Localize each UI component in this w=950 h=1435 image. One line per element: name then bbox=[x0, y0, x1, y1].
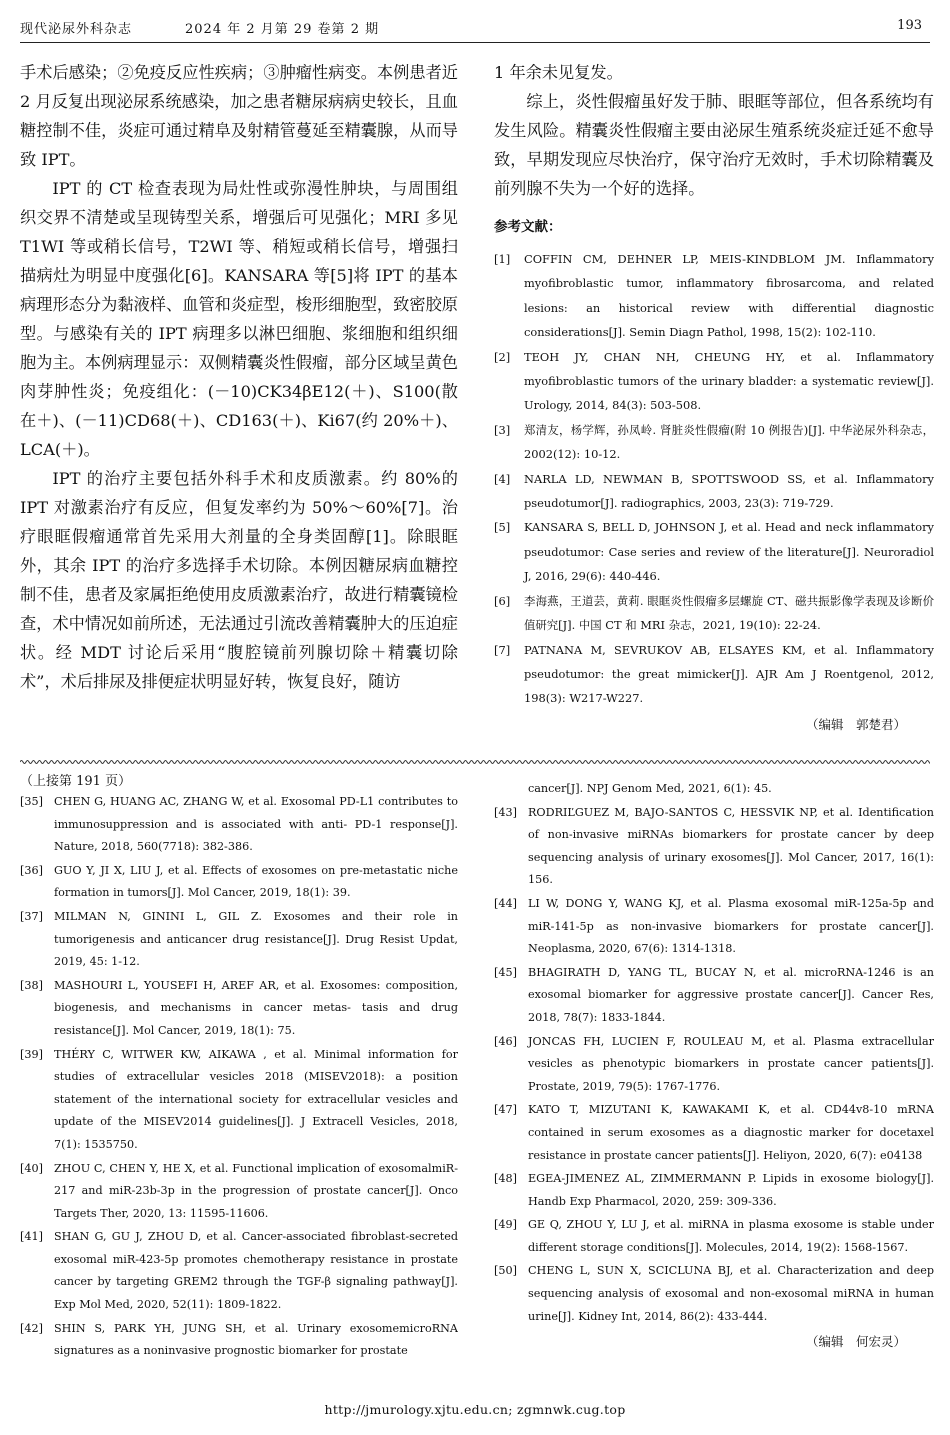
wavy-divider bbox=[20, 757, 930, 767]
reference-number: [3] bbox=[494, 422, 511, 437]
reference-text: 郑清友，杨学辉，孙凤岭. 肾脏炎性假瘤(附 10 例报告)[J]. 中华泌尿外科杂志，2002(12): 10-12. bbox=[524, 422, 934, 462]
reference-text: PATNANA M, SEVRUKOV AB, ELSAYES KM, et al. Inflammatory pseudotumor: the great mimicker[J]. AJR Am J Roentgenol, 2012, 198(3): W217-W227. bbox=[524, 642, 934, 706]
reference-number: [39] bbox=[20, 1047, 43, 1061]
editor-credit: （编辑 郭楚君） bbox=[805, 716, 906, 732]
left-body-column bbox=[20, 58, 458, 758]
reference-item bbox=[494, 638, 934, 711]
reference-number: [1] bbox=[494, 252, 511, 266]
reference-number: [40] bbox=[20, 1161, 43, 1175]
reference-text: SHAN G, GU J, ZHOU D, et al. Cancer-associated fibroblast-secreted exosomal miR-423-5p promotes chemotherapy resistance in prostate cancer by targeting GREM2 through the TGF-β signaling pathway[J]. Exp Mol Med, 2020, 52(11): 1809-1822. bbox=[54, 1230, 458, 1312]
right-body-column bbox=[494, 58, 934, 758]
reference-item bbox=[494, 247, 934, 345]
editor-credit: （编辑 何宏灵） bbox=[805, 1334, 906, 1350]
body-paragraph: 1 年余未见复发。 bbox=[494, 63, 623, 82]
journal-title: 现代泌尿外科杂志 bbox=[20, 22, 133, 37]
reference-item bbox=[20, 1318, 458, 1363]
reference-number: [50] bbox=[494, 1264, 517, 1278]
reference-text: KATO T, MIZUTANI K, KAWAKAMI K, et al. CD44v8-10 mRNA contained in serum exosomes as a diagnostic marker for docetaxel resistance in prostate cancer patients[J]. Heliyon, 2020, 6(7): e04138 bbox=[528, 1103, 934, 1162]
body-paragraph: IPT 的 CT 检查表现为局灶性或弥漫性肿块，与周围组织交界不清楚或呈现铸型关系，增强后可见强化；MRI 多见 T1WI 等或稍长信号，T2WI 等、稍短或稍长信号，增强扫描病灶为明显中度强化[6]。KANSARA 等[5]将 IPT 的基本病理形态分为黏液样、血管和炎症型，梭形细胞型，致密胶原型。与感染有关的 IPT 病理多以淋巴细胞、浆细胞和组织细胞为主。本例病理显示：双侧精囊炎性假瘤，部分区域呈黄色肉芽肿性炎；免疫组化：(－10)CK34βE12(＋)、S100(散在＋)、(－11)CD68(＋)、CD163(＋)、Ki67(约 20%＋)、LCA(＋)。 bbox=[20, 179, 458, 459]
reference-item bbox=[494, 1099, 934, 1167]
body-paragraph: IPT 的治疗主要包括外科手术和皮质激素。约 80%的 IPT 对激素治疗有反应，但复发率约为 50%～60%[7]。治疗眼眶假瘤通常首先采用大剂量的全身类固醇[1]。除眼眶外，其余 IPT 的治疗多选择手术切除。本例因糖尿病血糖控制不佳，患者及家属拒绝使用皮质激素治疗，故进行精囊镜检查，术中情况如前所述，无法通过引流改善精囊肿大的压迫症状。经 MDT 讨论后采用“腹腔镜前列腺切除＋精囊切除术”，术后排尿及排便症状明显好转，恢复良好，随访 bbox=[20, 469, 458, 691]
reference-item bbox=[20, 860, 458, 905]
reference-text: NARLA LD, NEWMAN B, SPOTTSWOOD SS, et al. Inflammatory pseudotumor[J]. radiographics, 2003, 23(3): 719-729. bbox=[524, 471, 934, 511]
reference-text: LI W, DONG Y, WANG KJ, et al. Plasma exosomal miR-125a-5p and miR-141-5p as non-invasive biomarkers for prostate cancer[J]. Neoplasma, 2020, 67(6): 1314-1318. bbox=[528, 896, 934, 956]
continued-label: （上接第 191 页） bbox=[20, 774, 132, 789]
reference-text: MASHOURI L, YOUSEFI H, AREF AR, et al. Exosomes: composition, biogenesis, and mechanisms in cancer metas- tasis and drug resistance[J]. Mol Cancer, 2019, 18(1): 75. bbox=[54, 978, 458, 1037]
reference-text: JONCAS FH, LUCIEN F, ROULEAU M, et al. Plasma extracellular vesicles as phenotypic biomarkers in prostate cancer patients[J]. Prostate, 2019, 79(5): 1767-1776. bbox=[528, 1034, 934, 1093]
reference-item bbox=[494, 1168, 934, 1213]
issue-info: 2024 年 2 月第 29 卷第 2 期 bbox=[185, 22, 380, 37]
reference-number: [37] bbox=[20, 909, 43, 923]
reference-text: MILMAN N, GININI L, GIL Z. Exosomes and their role in tumorigenesis and anticancer drug resistance[J]. Drug Resist Updat, 2019, 45: 1-12. bbox=[54, 909, 458, 969]
reference-item bbox=[494, 467, 934, 516]
reference-item bbox=[20, 1226, 458, 1316]
body-paragraph: 手术后感染；②免疫反应性疾病；③肿瘤性病变。本例患者近 2 月反复出现泌尿系统感染，加之患者糖尿病病史较长，且血糖控制不佳，炎症可通过精阜及射精管蔓延至精囊腺，从而导致 IPT。 bbox=[20, 63, 458, 169]
reference-item bbox=[494, 1214, 934, 1259]
reference-number: [5] bbox=[494, 520, 511, 535]
reference-number: [36] bbox=[20, 863, 43, 877]
reference-text: GUO Y, JI X, LIU J, et al. Effects of exosomes on pre-metastatic niche formation in tumors[J]. Mol Cancer, 2019, 18(1): 39. bbox=[54, 863, 458, 900]
reference-number: [35] bbox=[20, 795, 43, 808]
reference-number: [48] bbox=[494, 1172, 517, 1186]
reference-text: EGEA-JIMENEZ AL, ZIMMERMANN P. Lipids in exosome biology[J]. Handb Exp Pharmacol, 2020, 259: 309-336. bbox=[528, 1172, 934, 1208]
reference-number: [46] bbox=[494, 1034, 517, 1048]
reference-text: cancer[J]. NPJ Genom Med, 2021, 6(1): 45. bbox=[528, 782, 772, 795]
reference-item bbox=[494, 962, 934, 1030]
reference-text: GE Q, ZHOU Y, LU J, et al. miRNA in plasma exosome is stable under different storage conditions[J]. Molecules, 2014, 19(2): 1568-1567. bbox=[528, 1218, 934, 1254]
reference-list bbox=[494, 247, 934, 711]
continued-reference-list-left bbox=[20, 791, 458, 1363]
reference-number: [47] bbox=[494, 1103, 517, 1117]
reference-item bbox=[494, 515, 934, 588]
reference-number: [44] bbox=[494, 896, 517, 910]
reference-text: CHENG L, SUN X, SCICLUNA BJ, et al. Characterization and deep sequencing analysis of exosomal and non-exosomal miRNA in human urine[J]. Kidney Int, 2014, 86(2): 433-444. bbox=[528, 1264, 934, 1323]
reference-number: [4] bbox=[494, 471, 511, 486]
reference-text: BHAGIRATH D, YANG TL, BUCAY N, et al. microRNA-1246 is an exosomal biomarker for aggressive prostate cancer[J]. Cancer Res, 2018, 78(7): 1833-1844. bbox=[528, 965, 934, 1024]
reference-item bbox=[494, 778, 934, 801]
reference-number: [2] bbox=[494, 349, 511, 364]
reference-item bbox=[20, 1044, 458, 1157]
continued-right-column bbox=[494, 778, 934, 1392]
reference-number: [41] bbox=[20, 1230, 43, 1244]
reference-text: RODRIĽGUEZ M, BAJO-SANTOS C, HESSVIK NP, et al. Identification of non-invasive miRNAs biomarkers for prostate cancer by deep sequencing analysis of urinary exosomes[J]. Mol Cancer, 2017, 16(1): 156. bbox=[528, 805, 934, 887]
reference-number: [6] bbox=[494, 593, 511, 608]
continued-left-column bbox=[20, 770, 458, 1392]
reference-text: ZHOU C, CHEN Y, HE X, et al. Functional implication of exosomalmiR-217 and miR-23b-3p in the progression of prostate cancer[J]. Onco Targets Ther, 2020, 13: 11595-11606. bbox=[54, 1161, 458, 1220]
reference-item bbox=[494, 893, 934, 961]
reference-item bbox=[494, 345, 934, 418]
reference-text: THÉRY C, WITWER KW, AIKAWA , et al. Minimal information for studies of extracellular vesicles 2018 (MISEV2018): a position statement of the international society for extracellular vesicles and update of the MISEV2014 guidelines[J]. J Extracell Vesicles, 2018, 7(1): 1535750. bbox=[54, 1047, 458, 1151]
reference-text: TEOH JY, CHAN NH, CHEUNG HY, et al. Inflammatory myofibroblastic tumors of the urinary bladder: a systematic review[J]. Urology, 2014, 84(3): 503-508. bbox=[524, 349, 934, 413]
reference-item bbox=[494, 802, 934, 892]
reference-number: [38] bbox=[20, 978, 43, 992]
page-footer: http://jmurology.xjtu.edu.cn; zgmnwk.cug.top bbox=[324, 1402, 626, 1417]
reference-text: CHEN G, HUANG AC, ZHANG W, et al. Exosomal PD-L1 contributes to immunosuppression and is associated with anti- PD-1 response[J]. Nature, 2018, 560(7718): 382-386. bbox=[54, 795, 458, 854]
reference-item bbox=[494, 1260, 934, 1328]
page-header bbox=[20, 14, 930, 43]
reference-item bbox=[20, 1158, 458, 1226]
page-number: 193 bbox=[897, 18, 922, 33]
reference-number: [43] bbox=[494, 805, 517, 819]
references-heading: 参考文献： bbox=[494, 219, 562, 235]
reference-item bbox=[20, 791, 458, 859]
body-paragraph: 综上，炎性假瘤虽好发于肺、眼眶等部位，但各系统均有发生风险。精囊炎性假瘤主要由泌尿生殖系统炎症迁延不愈导致，早期发现应尽快治疗，保守治疗无效时，手术切除精囊及前列腺不失为一个好的选择。 bbox=[494, 92, 934, 198]
continued-reference-list-right bbox=[494, 802, 934, 1329]
reference-number: [45] bbox=[494, 965, 517, 979]
reference-text: KANSARA S, BELL D, JOHNSON J, et al. Head and neck inflammatory pseudotumor: Case series and review of the literature[J]. Neuroradiol J, 2016, 29(6): 440-446. bbox=[524, 520, 934, 584]
reference-text: SHIN S, PARK YH, JUNG SH, et al. Urinary exosomemicroRNA signatures as a noninvasive prognostic biomarker for prostate bbox=[54, 1321, 458, 1358]
reference-text: 李海燕，王道芸，黄莉. 眼眶炎性假瘤多层螺旋 CT、磁共振影像学表现及诊断价值研究[J]. 中国 CT 和 MRI 杂志，2021, 19(10): 22-24. bbox=[524, 593, 934, 633]
reference-number: [42] bbox=[20, 1321, 43, 1335]
reference-text: COFFIN CM, DEHNER LP, MEIS-KINDBLOM JM. Inflammatory myofibroblastic tumor, inflammatory fibrosarcoma, and related lesions: an historical review with differential diagnostic considerations[J]. Semin Diagn Pathol, 1998, 15(2): 102-110. bbox=[524, 252, 934, 340]
reference-item bbox=[20, 906, 458, 974]
reference-number: [49] bbox=[494, 1218, 517, 1232]
reference-number: [7] bbox=[494, 642, 511, 657]
reference-item bbox=[20, 975, 458, 1043]
reference-item bbox=[494, 418, 934, 467]
reference-item bbox=[494, 589, 934, 638]
reference-item bbox=[494, 1031, 934, 1099]
